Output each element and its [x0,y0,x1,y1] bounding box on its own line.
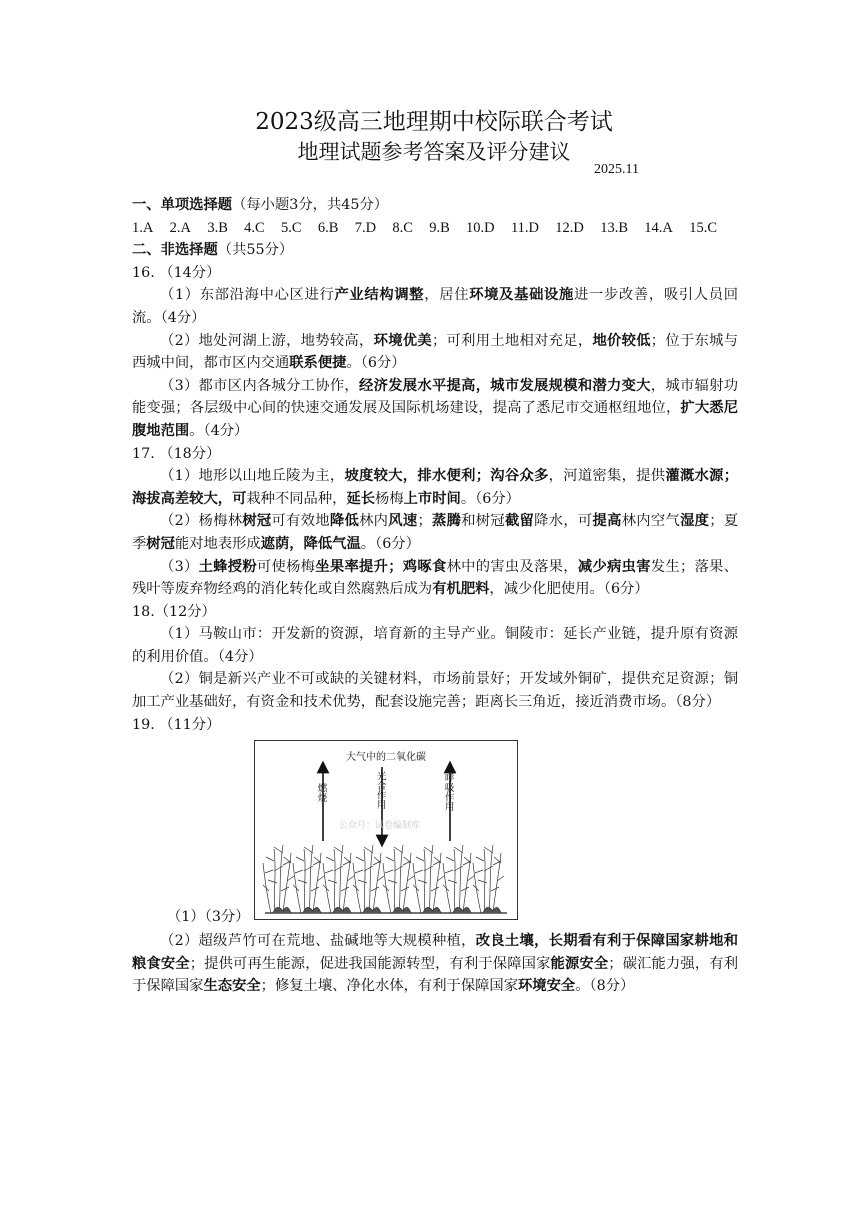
mcq-answer: 3.B [207,219,228,236]
q17-head: 17. （18分） [132,445,221,462]
section1-note: （每小题3分，共45分） [232,197,389,213]
page-subtitle: 地理试题参考答案及评分建议 [297,140,571,164]
mcq-answer: 6.B [317,219,339,236]
q17-part2: （2）杨梅林树冠可有效地降低林内风速；蒸腾和树冠截留降水，可提高林内空气湿度；夏季树冠能对地表形成遮荫，降低气温。（6分） [132,513,739,552]
section1-heading: 一、单项选择题 [132,197,233,213]
mcq-answer: 4.C [244,219,265,236]
label-photosynthesis: 光合作用 [374,771,386,810]
carbon-cycle-figure [254,740,518,920]
mcq-answer: 15.C [689,219,717,236]
q16-part3: （3）都市区内各城分工协作，经济发展水平提高，城市发展规模和潜力变大，城市辐射功能变强；各层级中心间的快速交通发展及国际机场建设，提高了悉尼市交通枢纽地位，扩大悉尼腹地范围。（4分） [132,377,738,439]
q16-part1: （1）东部沿海中心区进行产业结构调整，居住环境及基础设施进一步改善，吸引人员回流。（4分） [132,287,739,326]
section1-header [132,194,738,217]
q19-part2: （2）超级芦竹可在荒地、盐碱地等大规模种植，改良土壤，长期看有利于保障国家耕地和粮食安全；提供可再生能源，促进我国能源转型，有利于保障国家能源安全；碳汇能力强，有利于保障国家生态安全；修复土壤、净化水体，有利于保障国家环境安全。（8分） [132,933,739,995]
section2-note: （共55分） [217,242,294,259]
mcq-answer: 14.A [644,219,673,236]
mcq-answer: 10.D [466,219,495,236]
label-combustion: 燃烧 [315,783,327,803]
mcq-answer: 5.C [281,219,302,236]
q19-figure-row [132,736,738,926]
mcq-answer: 2.A [169,219,192,236]
mcq-answer: 8.C [392,219,413,236]
mcq-answer: 11.D [510,219,539,236]
q16-part2: （2）地处河湖上游，地势较高，环境优美；可利用土地相对充足，地价较低；位于东城与西城中间，都市区内交通联系便捷。（6分） [132,332,739,372]
mcq-answer: 7.D [354,219,377,236]
mcq-answer-list [132,217,738,240]
figure-caption: 大气中的二氧化碳 [346,752,426,764]
q17-part1: （1）地形以山地丘陵为主，坡度较大，排水便利；沟谷众多，河道密集，提供灌溉水源；海拔高差较大，可栽种不同品种，延长杨梅上市时间。（6分） [132,468,739,507]
section2-heading: 二、非选择题 [132,242,218,259]
mcq-answer: 1.A [132,219,154,236]
answer-content [132,194,738,998]
reed-plants-illustration [263,845,507,913]
q16-head: 16. （14分） [132,264,221,281]
exam-date: 2025.11 [594,162,639,177]
mcq-answer: 13.B [600,219,628,236]
mcq-answer: 9.B [429,219,450,236]
q17-part3: （3）土蜂授粉可使杨梅坐果率提升；鸡啄食林中的害虫及落果，减少病虫害发生；落果、残叶等废弃物经鸡的消化转化或自然腐熟后成为有机肥料，减少化肥使用。（6分） [132,558,739,598]
mcq-answer: 12.D [555,219,584,236]
section2-header [132,239,738,262]
q19-part1: （1）（3分） [167,909,250,926]
page-title: 2023级高三地理期中校际联合考试 [255,109,613,135]
q18-part1: （1）马鞍山市：开发新的资源，培育新的主导产业。铜陵市：延长产业链，提升原有资源的利用价值。（4分） [132,626,738,665]
q18-part2: （2）铜是新兴产业不可或缺的关键材料，市场前景好；开发域外铜矿，提供充足资源；铜加工产业基础好，有资金和技术优势，配套设施完善；距离长三角近，接近消费市场。（8分） [132,671,738,711]
q18-head: 18.（12分） [132,603,216,620]
label-respiration: 呼吸作用 [442,773,454,812]
watermark-text: 公众号：试卷编制库 [339,821,421,832]
q19-head: 19. （11分） [132,716,221,733]
